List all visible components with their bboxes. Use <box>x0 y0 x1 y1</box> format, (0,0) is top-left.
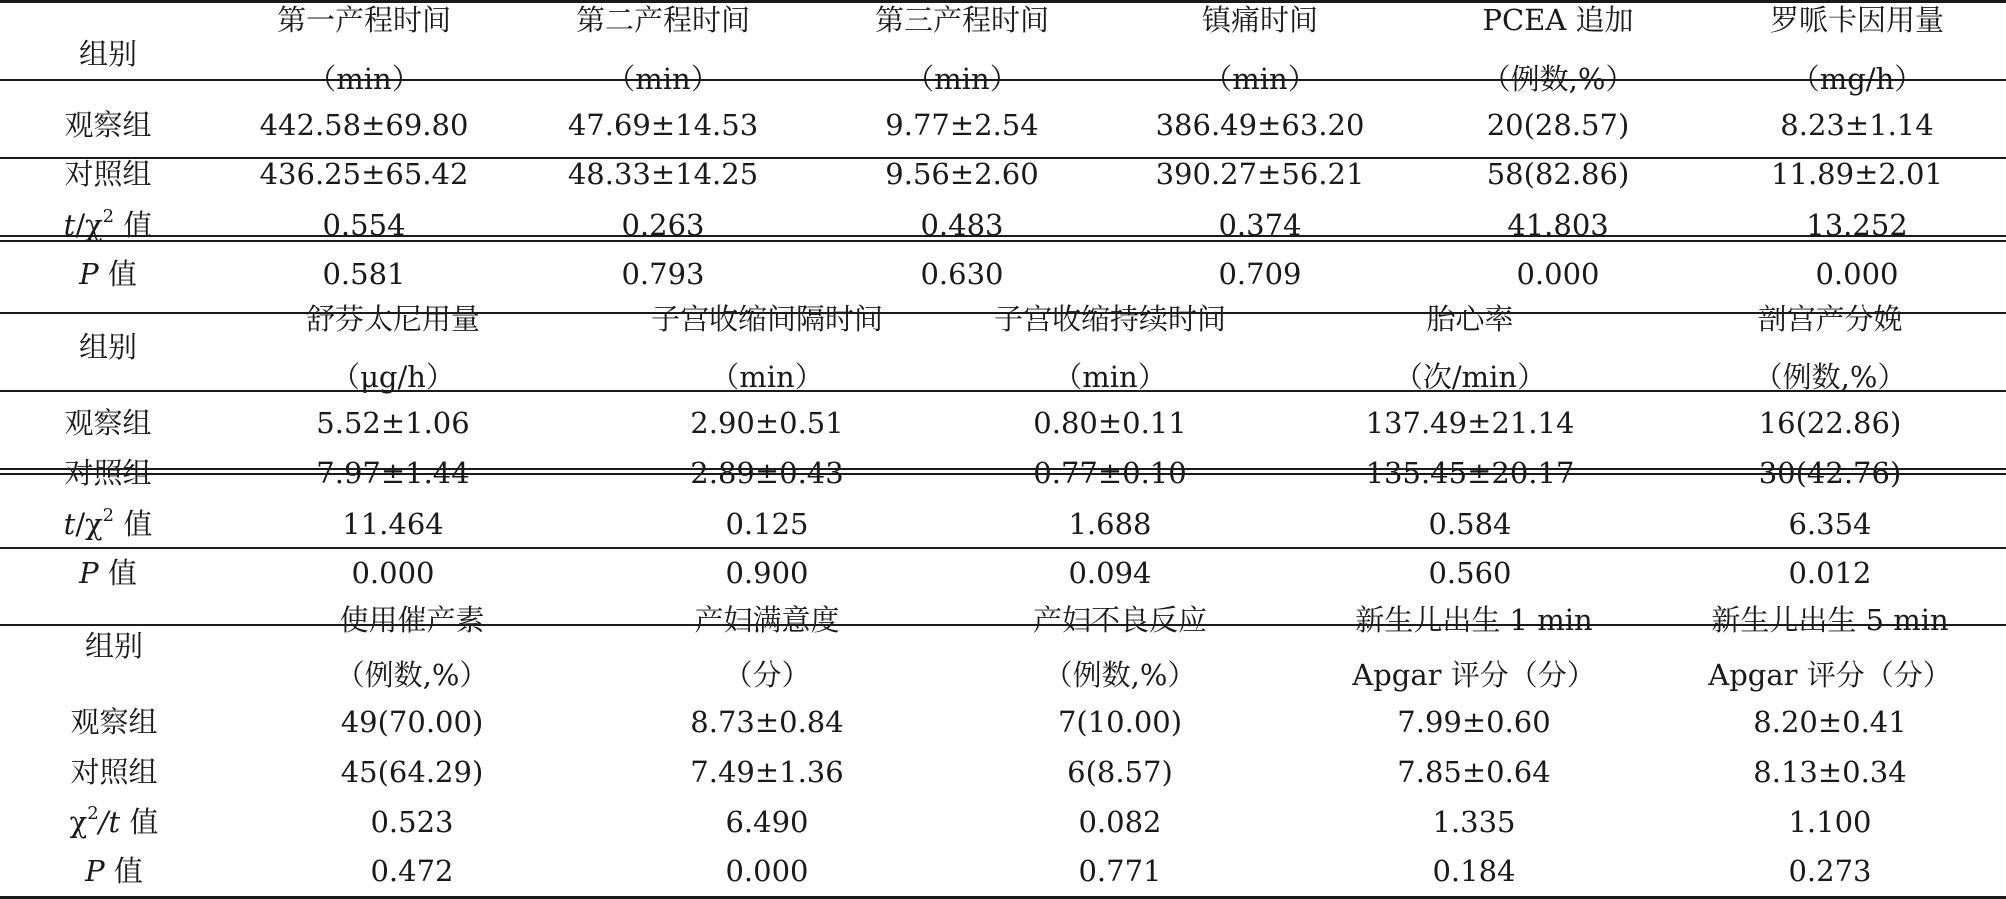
table-cell: 0.581 <box>322 257 406 291</box>
stat-label-part: 值 <box>104 854 143 888</box>
table-cell: 13.252 <box>1806 208 1908 242</box>
table-cell: 0.900 <box>725 556 809 590</box>
column-header-unit: （min） <box>710 360 824 394</box>
table-cell: 0.082 <box>1078 805 1162 839</box>
table-cell: 11.464 <box>342 507 444 541</box>
table-cell: 8.73±0.84 <box>690 705 844 739</box>
table-cell: 7(10.00) <box>1057 705 1183 739</box>
table-cell: 7.99±0.60 <box>1397 705 1551 739</box>
table-cell: 41.803 <box>1507 208 1609 242</box>
table-cell: 58(82.86) <box>1486 157 1630 191</box>
double-rule-2b <box>0 473 2006 475</box>
stat-label-part: /χ <box>75 208 103 242</box>
table-cell: 7.85±0.64 <box>1397 755 1551 789</box>
column-header: 胎心率 <box>1426 302 1514 336</box>
column-header: 第一产程时间 <box>276 3 452 37</box>
stat-label-part: /χ <box>75 507 103 541</box>
column-header: 产妇不良反应 <box>1032 603 1208 637</box>
table-cell: 0.77±0.10 <box>1033 456 1187 490</box>
table-cell: 137.49±21.14 <box>1365 406 1575 440</box>
table-cell: 0.184 <box>1432 854 1516 888</box>
stat-label <box>79 257 137 291</box>
table-cell: 0.709 <box>1218 257 1302 291</box>
table-cell: 0.000 <box>725 854 809 888</box>
stat-label-part: t <box>63 208 76 242</box>
table-cell: 45(64.29) <box>340 755 484 789</box>
row-label: 观察组 <box>70 705 158 739</box>
table-cell: 1.100 <box>1788 805 1872 839</box>
table-cell: 0.771 <box>1078 854 1162 888</box>
table-cell: 7.49±1.36 <box>690 755 844 789</box>
table-cell: 16(22.86) <box>1758 406 1902 440</box>
row-label: 观察组 <box>64 406 152 440</box>
table-cell: 6.490 <box>725 805 809 839</box>
column-header: 罗哌卡因用量 <box>1769 3 1945 37</box>
stat-label-superscript: 2 <box>102 505 115 527</box>
table-cell: 436.25±65.42 <box>259 157 469 191</box>
column-header: 第三产程时间 <box>874 3 1050 37</box>
column-header-unit: （例数,%） <box>1753 360 1907 394</box>
table-cell: 6(8.57) <box>1067 755 1173 789</box>
stat-label-part: /t <box>98 805 121 839</box>
table-cell: 47.69±14.53 <box>567 108 759 142</box>
table-cell: 30(42.76) <box>1758 456 1902 490</box>
table-cell: 0.263 <box>621 208 705 242</box>
table-cell: 2.90±0.51 <box>690 406 844 440</box>
table-cell: 9.77±2.54 <box>885 108 1039 142</box>
column-header: 第二产程时间 <box>575 3 751 37</box>
rule-header-3 <box>0 547 2006 549</box>
table-cell: 0.472 <box>370 854 454 888</box>
stat-label <box>70 805 159 839</box>
column-header-unit: （次/min） <box>1393 360 1547 394</box>
table-cell: 0.000 <box>351 556 435 590</box>
double-rule-2a <box>0 468 2006 470</box>
table-cell: 20(28.57) <box>1486 108 1630 142</box>
column-header-unit: （mg/h） <box>1790 62 1924 96</box>
column-header-unit: （min） <box>1053 360 1167 394</box>
stat-label-part: t <box>63 507 76 541</box>
stat-label <box>64 507 153 541</box>
column-header-unit: （例数,%） <box>1481 62 1635 96</box>
column-header-unit: （min） <box>1203 62 1317 96</box>
column-header: 新生儿出生 1 min <box>1355 603 1593 637</box>
table-cell: 390.27±56.21 <box>1155 157 1365 191</box>
table-cell: 9.56±2.60 <box>885 157 1039 191</box>
column-header-unit: （例数,%） <box>1043 658 1197 692</box>
table-cell: 386.49±63.20 <box>1155 108 1365 142</box>
row-label: 对照组 <box>64 157 152 191</box>
table-cell: 0.584 <box>1428 507 1512 541</box>
column-header: 产妇满意度 <box>694 603 840 637</box>
rule-stats-3 <box>0 624 2006 626</box>
table-cell: 8.20±0.41 <box>1753 705 1907 739</box>
table-cell: 8.23±1.14 <box>1780 108 1934 142</box>
table-cell: 5.52±1.06 <box>316 406 470 440</box>
column-header: 子宫收缩间隔时间 <box>650 302 884 336</box>
table-cell: 0.094 <box>1068 556 1152 590</box>
column-header: PCEA 追加 <box>1482 3 1634 37</box>
table-cell: 0.523 <box>370 805 454 839</box>
row-label: 对照组 <box>70 755 158 789</box>
table-cell: 135.45±20.17 <box>1365 456 1575 490</box>
column-header: 新生儿出生 5 min <box>1711 603 1949 637</box>
table-cell: 0.560 <box>1428 556 1512 590</box>
stat-label-part: P <box>79 556 99 590</box>
column-header: 舒芬太尼用量 <box>305 302 481 336</box>
row-label: 对照组 <box>64 456 152 490</box>
stat-label-part: 值 <box>114 208 153 242</box>
table-cell: 8.13±0.34 <box>1753 755 1907 789</box>
stat-label-part: 值 <box>120 805 159 839</box>
stat-label <box>85 854 143 888</box>
table-cell: 442.58±69.80 <box>259 108 469 142</box>
table-cell: 0.125 <box>725 507 809 541</box>
stub-header: 组别 <box>78 330 138 364</box>
stat-label-superscript: 2 <box>87 803 99 825</box>
stat-label-part: 值 <box>98 257 137 291</box>
table-cell: 2.89±0.43 <box>690 456 844 490</box>
table-cell: 0.793 <box>621 257 705 291</box>
table-cell: 7.97±1.44 <box>316 456 470 490</box>
column-header: 子宫收缩持续时间 <box>993 302 1227 336</box>
table-cell: 0.000 <box>1815 257 1899 291</box>
column-header-unit: （min） <box>606 62 720 96</box>
row-label: 观察组 <box>64 108 152 142</box>
column-header: 剖宫产分娩 <box>1757 302 1903 336</box>
table-cell: 1.335 <box>1432 805 1516 839</box>
stat-label-part: 值 <box>114 507 153 541</box>
table-cell: 0.554 <box>322 208 406 242</box>
column-header-unit: Apgar 评分（分） <box>1708 658 1952 692</box>
stat-label-part: 值 <box>98 556 137 590</box>
stub-header: 组别 <box>78 37 138 71</box>
table-cell: 48.33±14.25 <box>567 157 759 191</box>
table-cell: 0.012 <box>1788 556 1872 590</box>
table-cell: 0.80±0.11 <box>1033 406 1187 440</box>
column-header-unit: （μg/h） <box>331 360 455 394</box>
column-header: 使用催产素 <box>339 603 485 637</box>
stat-label <box>79 556 137 590</box>
table-cell: 0.374 <box>1218 208 1302 242</box>
table-cell: 0.630 <box>920 257 1004 291</box>
table-cell: 49(70.00) <box>340 705 484 739</box>
table-cell: 0.273 <box>1788 854 1872 888</box>
stat-label-part: P <box>85 854 105 888</box>
column-header-unit: （min） <box>307 62 421 96</box>
table-cell: 0.000 <box>1516 257 1600 291</box>
column-header-unit: （min） <box>905 62 1019 96</box>
stub-header: 组别 <box>84 629 144 663</box>
stat-label-part: χ <box>69 805 88 839</box>
stat-label-superscript: 2 <box>102 206 115 228</box>
stat-label-part: P <box>79 257 99 291</box>
column-header-unit: （分） <box>723 658 811 692</box>
table-cell: 1.688 <box>1068 507 1152 541</box>
column-header-unit: Apgar 评分（分） <box>1352 658 1596 692</box>
rule-stats-2 <box>0 390 2006 392</box>
table-cell: 11.89±2.01 <box>1771 157 1943 191</box>
table-cell: 6.354 <box>1788 507 1872 541</box>
stat-label <box>64 208 153 242</box>
column-header: 镇痛时间 <box>1201 3 1319 37</box>
column-header-unit: （例数,%） <box>335 658 489 692</box>
table-cell: 0.483 <box>920 208 1004 242</box>
